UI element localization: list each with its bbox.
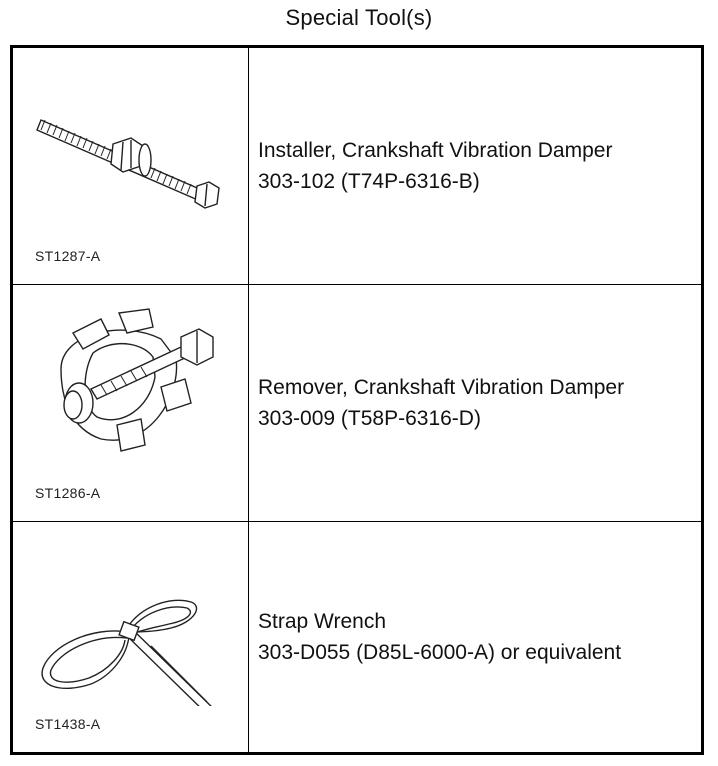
special-tools-table — [10, 45, 704, 755]
tool-name: Installer, Crankshaft Vibration Damper — [258, 139, 613, 162]
tool-image-cell — [13, 48, 249, 284]
table-row — [13, 522, 701, 752]
table-row — [13, 48, 701, 285]
tool-image-cell — [13, 285, 249, 521]
threaded-installer-icon — [31, 62, 231, 232]
part-code: ST1286-A — [35, 485, 101, 501]
tool-description — [249, 285, 701, 521]
tool-number: 303-102 (T74P-6316-B) — [258, 170, 480, 193]
strap-wrench-icon — [31, 536, 231, 706]
part-code: ST1287-A — [35, 248, 101, 264]
tool-description — [249, 522, 701, 752]
tool-number: 303-009 (T58P-6316-D) — [258, 407, 481, 430]
tool-name: Strap Wrench — [258, 610, 386, 633]
page-title: Special Tool(s) — [285, 5, 433, 30]
tool-description — [249, 48, 701, 284]
table-row — [13, 285, 701, 522]
tool-name: Remover, Crankshaft Vibration Damper — [258, 376, 625, 399]
part-code: ST1438-A — [35, 716, 101, 732]
tool-number: 303-D055 (D85L-6000-A) or equivalent — [258, 641, 622, 664]
puller-remover-icon — [31, 299, 231, 469]
tool-image-cell — [13, 522, 249, 752]
